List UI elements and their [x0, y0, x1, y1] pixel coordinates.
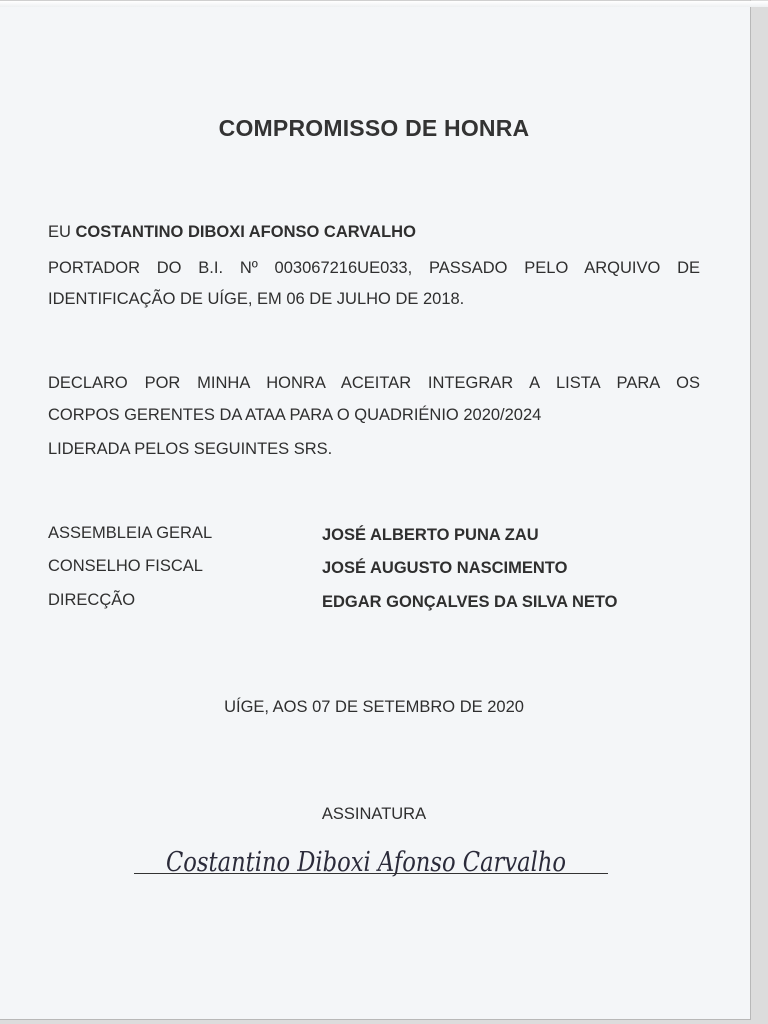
place-date: UÍGE, AOS 07 DE SETEMBRO DE 2020 — [224, 698, 524, 716]
role-person: JOSÉ AUGUSTO NASCIMENTO — [322, 559, 568, 577]
role-person: EDGAR GONÇALVES DA SILVA NETO — [322, 593, 618, 611]
handwritten-signature — [160, 827, 600, 887]
identity-prefix: EU — [48, 223, 71, 241]
document-title: COMPROMISSO DE HONRA — [218, 115, 530, 141]
signature-line — [134, 873, 608, 874]
identity-line — [48, 223, 416, 242]
signature-label: ASSINATURA — [321, 805, 427, 823]
declaration-line-3: LIDERADA PELOS SEGUINTES SRS. — [48, 440, 333, 458]
identity-issue-line: IDENTIFICAÇÃO DE UÍGE, EM 06 DE JULHO DE 2018. — [48, 290, 465, 308]
signature-script: Costantino Diboxi Afonso Carvalho — [166, 847, 566, 878]
identity-name: COSTANTINO DIBOXI AFONSO CARVALHO — [75, 223, 416, 241]
identity-id-line: PORTADOR DO B.I. Nº 003067216UE033, PASSADO PELO ARQUIVO DE — [48, 259, 700, 277]
role-label: ASSEMBLEIA GERAL — [48, 524, 213, 542]
declaration-line-2: CORPOS GERENTES DA ATAA PARA O QUADRIÉNIO 2020/2024 — [48, 406, 542, 424]
role-person: JOSÉ ALBERTO PUNA ZAU — [322, 526, 539, 544]
role-label: CONSELHO FISCAL — [48, 557, 203, 575]
role-label: DIRECÇÃO — [48, 591, 136, 609]
declaration-line-1: DECLARO POR MINHA HONRA ACEITAR INTEGRAR A LISTA PARA OS — [48, 374, 700, 392]
page-edge — [0, 1, 768, 7]
